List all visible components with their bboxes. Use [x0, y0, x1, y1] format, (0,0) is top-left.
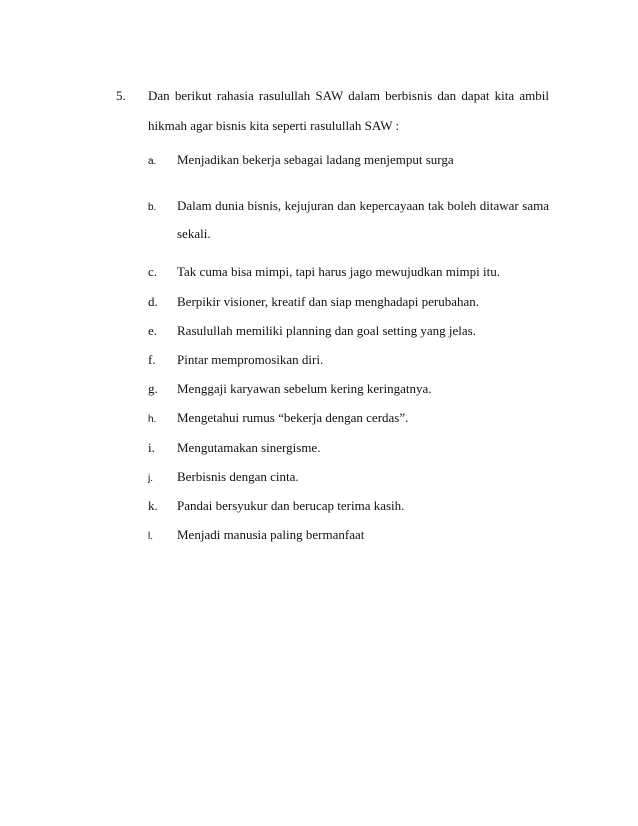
item-j-text: Berbisnis dengan cinta. [177, 469, 299, 484]
item-k-text: Pandai bersyukur dan berucap terima kasih. [177, 498, 405, 513]
item-l-letter: l. [148, 531, 153, 542]
section-number: 5. [116, 88, 126, 103]
item-b-letter: b. [148, 202, 157, 213]
item-g-text: Menggaji karyawan sebelum kering keringatnya. [177, 381, 432, 396]
item-d-text: Berpikir visioner, kreatif dan siap menghadapi perubahan. [177, 294, 479, 309]
item-h-letter: h. [148, 414, 157, 425]
item-k-letter: k. [148, 498, 158, 513]
item-b-text-line-1: Dalam dunia bisnis, kejujuran dan kepercayaan tak boleh ditawar sama [177, 198, 549, 213]
item-d-letter: d. [148, 294, 158, 309]
item-l-text: Menjadi manusia paling bermanfaat [177, 527, 365, 542]
section-intro-line-1: Dan berikut rahasia rasulullah SAW dalam berbisnis dan dapat kita ambil [148, 88, 549, 103]
item-e-letter: e. [148, 323, 158, 338]
item-i-text: Mengutamakan sinergisme. [177, 440, 321, 455]
item-g-letter: g. [148, 381, 158, 396]
item-b-text-line-2: sekali. [177, 226, 211, 241]
item-h-text: Mengetahui rumus “bekerja dengan cerdas”. [177, 410, 409, 425]
item-c-letter: c. [148, 264, 158, 279]
item-a-text: Menjadikan bekerja sebagai ladang menjemput surga [177, 152, 454, 167]
item-f-letter: f. [148, 352, 156, 367]
item-j-letter: j. [148, 473, 153, 484]
item-a-letter: a. [148, 156, 157, 167]
item-f-text: Pintar mempromosikan diri. [177, 352, 324, 367]
item-i-letter: i. [148, 440, 155, 455]
item-c-text: Tak cuma bisa mimpi, tapi harus jago mewujudkan mimpi itu. [177, 264, 500, 279]
item-e-text: Rasulullah memiliki planning dan goal setting yang jelas. [177, 323, 476, 338]
section-intro-line-2: hikmah agar bisnis kita seperti rasulullah SAW : [148, 118, 400, 133]
